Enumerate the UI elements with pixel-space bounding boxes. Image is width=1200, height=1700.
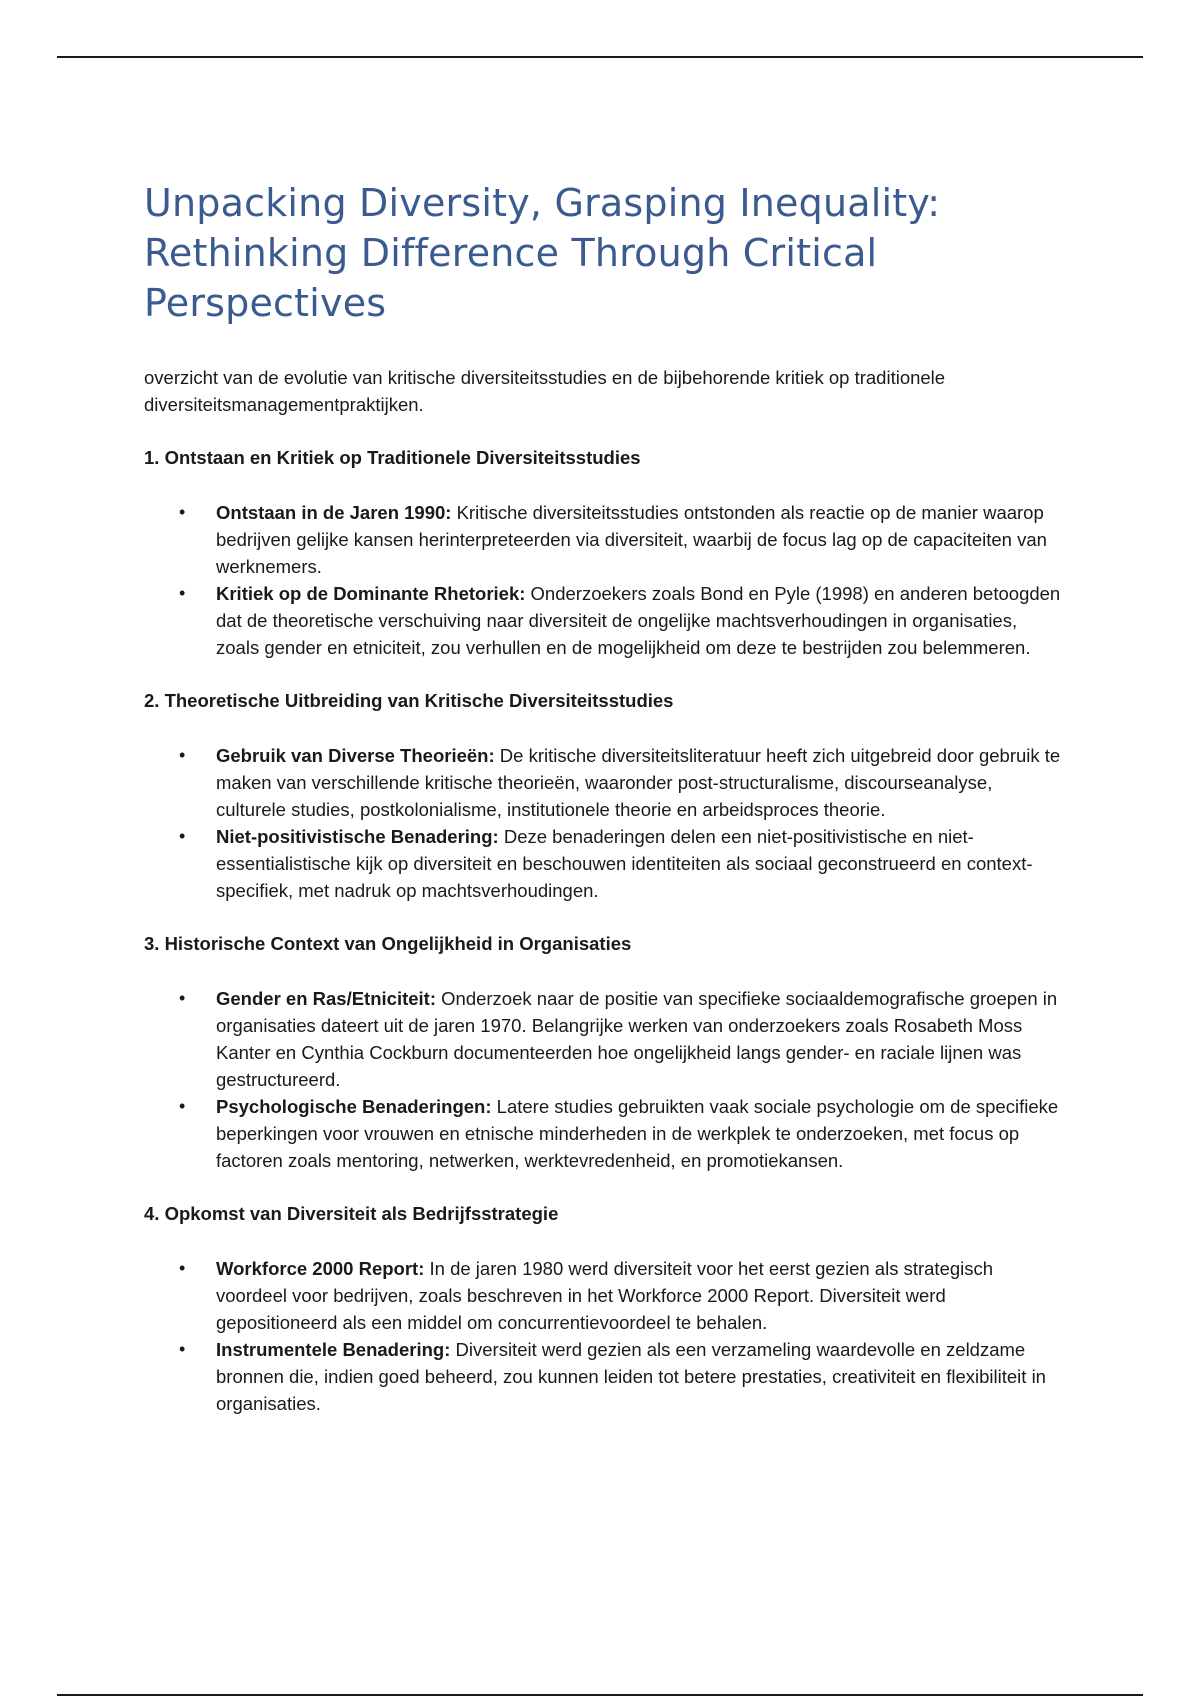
list-item	[144, 1255, 1064, 1336]
document-title: Unpacking Diversity, Grasping Inequality: Rethinking Difference Through Critical Perspectives	[144, 181, 941, 325]
bullet-icon: •	[179, 502, 186, 522]
document-body	[144, 178, 1064, 1417]
bullet-term: Workforce 2000 Report:	[216, 1258, 425, 1279]
section-heading: 1. Ontstaan en Kritiek op Traditionele Diversiteitsstudies	[144, 447, 641, 468]
list-item	[144, 823, 1064, 904]
bullet-term: Ontstaan in de Jaren 1990:	[216, 502, 452, 523]
list-item	[144, 1336, 1064, 1417]
section-1	[144, 444, 1064, 661]
bullet-text: Onderzoekers zoals Bond en Pyle (1998) en anderen betoogden dat de theoretische verschuiving naar diversiteit de ongelijke machtsverhoudingen in organisaties, zoals gender en etniciteit, zou verhullen en de mogelijkheid om deze te bestrijden zou belemmeren.	[216, 583, 1061, 658]
bullet-text: Latere studies gebruikten vaak sociale psychologie om de specifieke beperkingen voor vrouwen en etnische minderheden in de werkplek te onderzoeken, met focus op factoren zoals mentoring, netwerken, werktevredenheid, en promotiekansen.	[216, 1096, 1059, 1171]
bullet-icon: •	[179, 1096, 186, 1116]
bullet-icon: •	[179, 988, 186, 1008]
bullet-text: Kritische diversiteitsstudies ontstonden als reactie op de manier waarop bedrijven gelijke kansen herinterpreteerden via diversiteit, waarbij de focus lag op de capaciteiten van werknemers.	[216, 502, 1047, 577]
section-heading: 3. Historische Context van Ongelijkheid in Organisaties	[144, 933, 632, 954]
bullet-list	[144, 985, 1064, 1174]
bullet-term: Gender en Ras/Etniciteit:	[216, 988, 436, 1009]
bullet-term: Niet-positivistische Benadering:	[216, 826, 499, 847]
bullet-icon: •	[179, 826, 186, 846]
bullet-term: Psychologische Benaderingen:	[216, 1096, 492, 1117]
section-heading: 4. Opkomst van Diversiteit als Bedrijfsstrategie	[144, 1203, 559, 1224]
list-item	[144, 580, 1064, 661]
bullet-icon: •	[179, 583, 186, 603]
list-item	[144, 742, 1064, 823]
bullet-text: Diversiteit werd gezien als een verzameling waardevolle en zeldzame bronnen die, indien goed beheerd, zou kunnen leiden tot betere prestaties, creativiteit en flexibiliteit in organisaties.	[216, 1339, 1046, 1414]
top-rule	[57, 56, 1143, 58]
bullet-list	[144, 1255, 1064, 1417]
bullet-icon: •	[179, 1258, 186, 1278]
bullet-text: Onderzoek naar de positie van specifieke sociaaldemografische groepen in organisaties dateert uit de jaren 1970. Belangrijke werken van onderzoekers zoals Rosabeth Moss Kanter en Cynthia Cockburn documenteerden hoe ongelijkheid langs gender- en raciale lijnen was gestructureerd.	[216, 988, 1058, 1090]
list-item	[144, 499, 1064, 580]
bullet-icon: •	[179, 1339, 186, 1359]
bullet-text: In de jaren 1980 werd diversiteit voor het eerst gezien als strategisch voordeel voor bedrijven, zoals beschreven in het Workforce 2000 Report. Diversiteit werd gepositioneerd als een middel om concurrentievoordeel te behalen.	[216, 1258, 994, 1333]
bullet-list	[144, 499, 1064, 661]
bullet-text: De kritische diversiteitsliteratuur heeft zich uitgebreid door gebruik te maken van verschillende kritische theorieën, waaronder post-structuralisme, discourseanalyse, culturele studies, postkolonialisme, institutionele theorie en arbeidsproces theorie.	[216, 745, 1061, 820]
bottom-rule	[57, 1694, 1143, 1696]
bullet-icon: •	[179, 745, 186, 765]
intro-paragraph: overzicht van de evolutie van kritische diversiteitsstudies en de bijbehorende kritiek op traditionele diversiteitsmanagementpraktijken.	[144, 367, 946, 415]
bullet-text: Deze benaderingen delen een niet-positivistische en niet-essentialistische kijk op diversiteit en beschouwen identiteiten als sociaal geconstrueerd en context-specifiek, met nadruk op machtsverhoudingen.	[216, 826, 1033, 901]
section-3	[144, 930, 1064, 1174]
section-4	[144, 1200, 1064, 1417]
bullet-term: Kritiek op de Dominante Rhetoriek:	[216, 583, 526, 604]
bullet-list	[144, 742, 1064, 904]
section-2	[144, 687, 1064, 904]
bullet-term: Instrumentele Benadering:	[216, 1339, 451, 1360]
list-item	[144, 985, 1064, 1093]
bullet-term: Gebruik van Diverse Theorieën:	[216, 745, 495, 766]
list-item	[144, 1093, 1064, 1174]
section-heading: 2. Theoretische Uitbreiding van Kritische Diversiteitsstudies	[144, 690, 674, 711]
